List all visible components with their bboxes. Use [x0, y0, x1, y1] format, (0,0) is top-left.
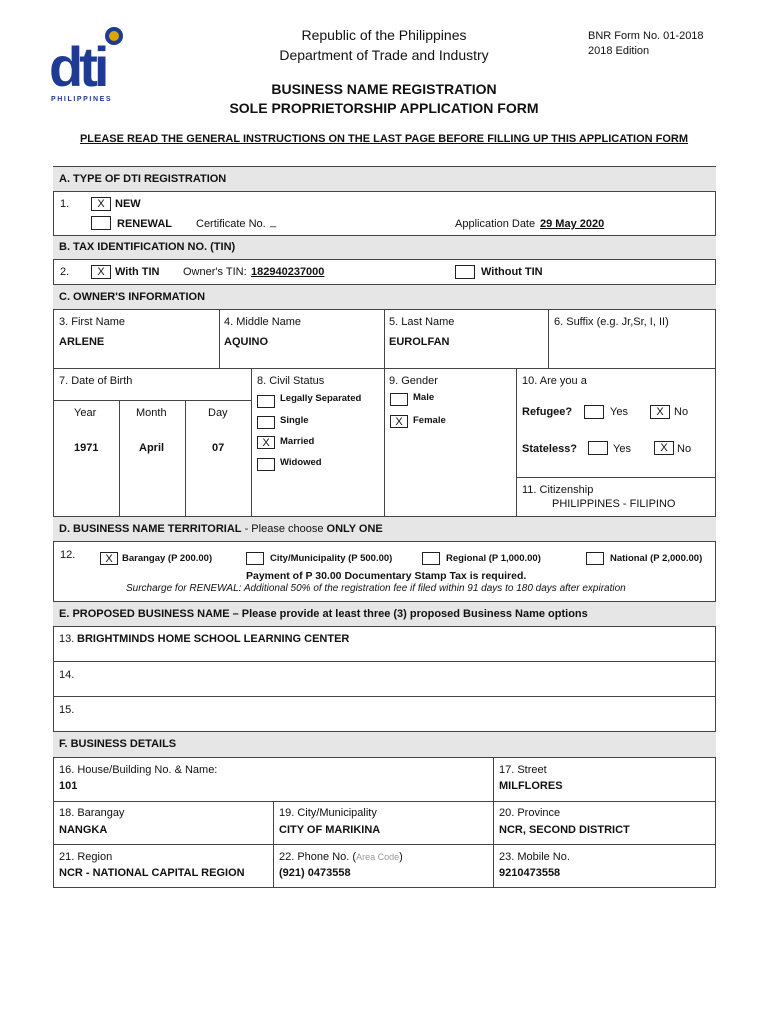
first-name-value[interactable]: ARLENE — [59, 336, 105, 348]
street-label: 17. Street — [499, 764, 547, 776]
dob-year-value[interactable]: 1971 — [74, 442, 99, 454]
without-tin-checkbox[interactable] — [455, 265, 475, 279]
department-heading: Department of Trade and Industry — [279, 47, 489, 63]
gender-label: 9. Gender — [389, 375, 438, 387]
middle-name-label: 4. Middle Name — [224, 316, 302, 328]
last-name-value[interactable]: EUROLFAN — [389, 336, 450, 348]
payment-note: Payment of P 30.00 Documentary Stamp Tax is required. — [246, 570, 527, 582]
stateless-no-checkbox[interactable]: X — [654, 441, 674, 455]
item-13-number: 13. — [59, 633, 75, 645]
gender-male-label: Male — [413, 392, 435, 403]
refugee-yes-label: Yes — [610, 406, 628, 418]
national-option-label: National (P 2,000.00) — [610, 553, 703, 564]
proposed-name-13[interactable]: BRIGHTMINDS HOME SCHOOL LEARNING CENTER — [77, 633, 350, 645]
item-1-number: 1. — [60, 198, 70, 210]
are-you-label: 10. Are you a — [522, 375, 587, 387]
middle-name-value[interactable]: AQUINO — [224, 336, 268, 348]
stateless-yes-label: Yes — [613, 443, 631, 455]
civil-married-label: Married — [280, 436, 315, 447]
form-edition: 2018 Edition — [588, 45, 650, 57]
mobile-label: 23. Mobile No. — [499, 851, 570, 863]
certificate-label: Certificate No. — [196, 218, 266, 230]
section-a-header: A. TYPE OF DTI REGISTRATION — [53, 166, 716, 192]
month-label: Month — [136, 407, 167, 419]
year-label: Year — [74, 407, 97, 419]
svg-text:dti: dti — [49, 35, 106, 98]
gender-male-checkbox[interactable] — [390, 393, 408, 406]
last-name-label: 5. Last Name — [389, 316, 455, 328]
province-value[interactable]: NCR, SECOND DISTRICT — [499, 824, 630, 836]
section-f-header: F. BUSINESS DETAILS — [53, 731, 716, 758]
item-14-number: 14. — [59, 669, 75, 681]
national-checkbox[interactable] — [586, 552, 604, 565]
item-12-number: 12. — [60, 549, 76, 561]
regional-option-label: Regional (P 1,000.00) — [446, 553, 541, 564]
dob-label: 7. Date of Birth — [59, 375, 133, 387]
city-value[interactable]: CITY OF MARIKINA — [279, 824, 381, 836]
owner-tin-value[interactable]: 182940237000 — [251, 266, 325, 278]
gender-female-label: Female — [413, 415, 446, 426]
area-code-hint: Area Code — [356, 852, 400, 862]
refugee-no-checkbox[interactable]: X — [650, 405, 670, 419]
form-title-2: SOLE PROPRIETORSHIP APPLICATION FORM — [229, 100, 539, 116]
item-2-number: 2. — [60, 266, 70, 278]
city-option-label: City/Municipality (P 500.00) — [270, 553, 393, 564]
civil-legally-separated-label: Legally Separated — [280, 393, 362, 404]
mobile-value[interactable]: 9210473558 — [499, 867, 561, 879]
surcharge-note: Surcharge for RENEWAL: Additional 50% of the registration fee if filed within 91 days to 180 days after expiration — [126, 583, 626, 594]
section-c-header: C. OWNER'S INFORMATION — [53, 284, 716, 310]
owner-tin-label: Owner's TIN: — [183, 266, 247, 278]
new-checkbox[interactable]: X — [91, 197, 111, 211]
refugee-no-label: No — [674, 406, 689, 418]
phone-value[interactable]: (921) 0473558 — [279, 867, 351, 879]
with-tin-checkbox[interactable]: X — [91, 265, 111, 279]
without-tin-label: Without TIN — [481, 266, 543, 278]
barangay-checkbox[interactable]: X — [100, 552, 118, 565]
city-checkbox[interactable] — [246, 552, 264, 565]
section-d-header — [53, 516, 716, 542]
refugee-label: Refugee? — [522, 406, 573, 418]
region-label: 21. Region — [59, 851, 113, 863]
first-name-label: 3. First Name — [59, 316, 126, 328]
barangay-label: 18. Barangay — [59, 807, 125, 819]
city-label: 19. City/Municipality — [279, 807, 377, 819]
section-b-header: B. TAX IDENTIFICATION NO. (TIN) — [53, 235, 716, 260]
civil-single-checkbox[interactable] — [257, 416, 275, 429]
citizenship-value[interactable]: PHILIPPINES - FILIPINO — [552, 498, 676, 510]
house-label: 16. House/Building No. & Name: — [59, 764, 218, 776]
regional-checkbox[interactable] — [422, 552, 440, 565]
barangay-option-label: Barangay (P 200.00) — [122, 553, 213, 564]
section-e-header: E. PROPOSED BUSINESS NAME – Please provide at least three (3) proposed Business Name options — [53, 601, 716, 627]
section-d-title-mid: - Please choose — [241, 523, 327, 535]
civil-single-label: Single — [280, 415, 309, 426]
instructions-note: PLEASE READ THE GENERAL INSTRUCTIONS ON THE LAST PAGE BEFORE FILLING UP THIS APPLICATION FORM — [79, 133, 689, 145]
phone-label-suffix: ) — [399, 851, 403, 863]
republic-heading: Republic of the Philippines — [301, 27, 467, 43]
phone-label-prefix: 22. Phone No. ( — [279, 851, 357, 863]
phone-label — [279, 851, 403, 863]
province-label: 20. Province — [499, 807, 561, 819]
with-tin-label: With TIN — [115, 266, 160, 278]
logo-sub: PHILIPPINES — [51, 96, 113, 103]
barangay-value[interactable]: NANGKA — [59, 824, 108, 836]
renewal-checkbox[interactable] — [91, 216, 111, 230]
dob-month-value[interactable]: April — [139, 442, 165, 454]
gender-female-checkbox[interactable]: X — [390, 415, 408, 428]
citizenship-label: 11. Citizenship — [522, 484, 594, 496]
stateless-yes-checkbox[interactable] — [588, 441, 608, 455]
suffix-label: 6. Suffix (e.g. Jr,Sr, I, II) — [554, 316, 669, 328]
street-value[interactable]: MILFLORES — [499, 780, 563, 792]
day-label: Day — [208, 407, 228, 419]
section-d-title: D. BUSINESS NAME TERRITORIAL — [59, 523, 242, 535]
section-d-title-bold: ONLY ONE — [326, 523, 383, 535]
civil-status-label: 8. Civil Status — [257, 375, 325, 387]
application-date-value[interactable]: 29 May 2020 — [540, 218, 605, 230]
new-label: NEW — [115, 198, 141, 210]
civil-widowed-label: Widowed — [280, 457, 322, 468]
civil-widowed-checkbox[interactable] — [257, 458, 275, 471]
renewal-label: RENEWAL — [117, 218, 172, 230]
refugee-yes-checkbox[interactable] — [584, 405, 604, 419]
application-date-label: Application Date — [455, 218, 536, 230]
form-number: BNR Form No. 01-2018 — [588, 30, 704, 42]
stateless-label: Stateless? — [522, 443, 578, 455]
certificate-value[interactable]: _ — [270, 216, 277, 228]
stateless-no-label: No — [677, 443, 692, 455]
civil-legally-separated-checkbox[interactable] — [257, 395, 275, 408]
civil-married-checkbox[interactable]: X — [257, 436, 275, 449]
region-value[interactable]: NCR - NATIONAL CAPITAL REGION — [59, 867, 245, 879]
item-15-number: 15. — [59, 704, 75, 716]
form-title-1: BUSINESS NAME REGISTRATION — [271, 81, 497, 97]
dob-day-value[interactable]: 07 — [212, 442, 225, 454]
house-value[interactable]: 101 — [59, 780, 78, 792]
